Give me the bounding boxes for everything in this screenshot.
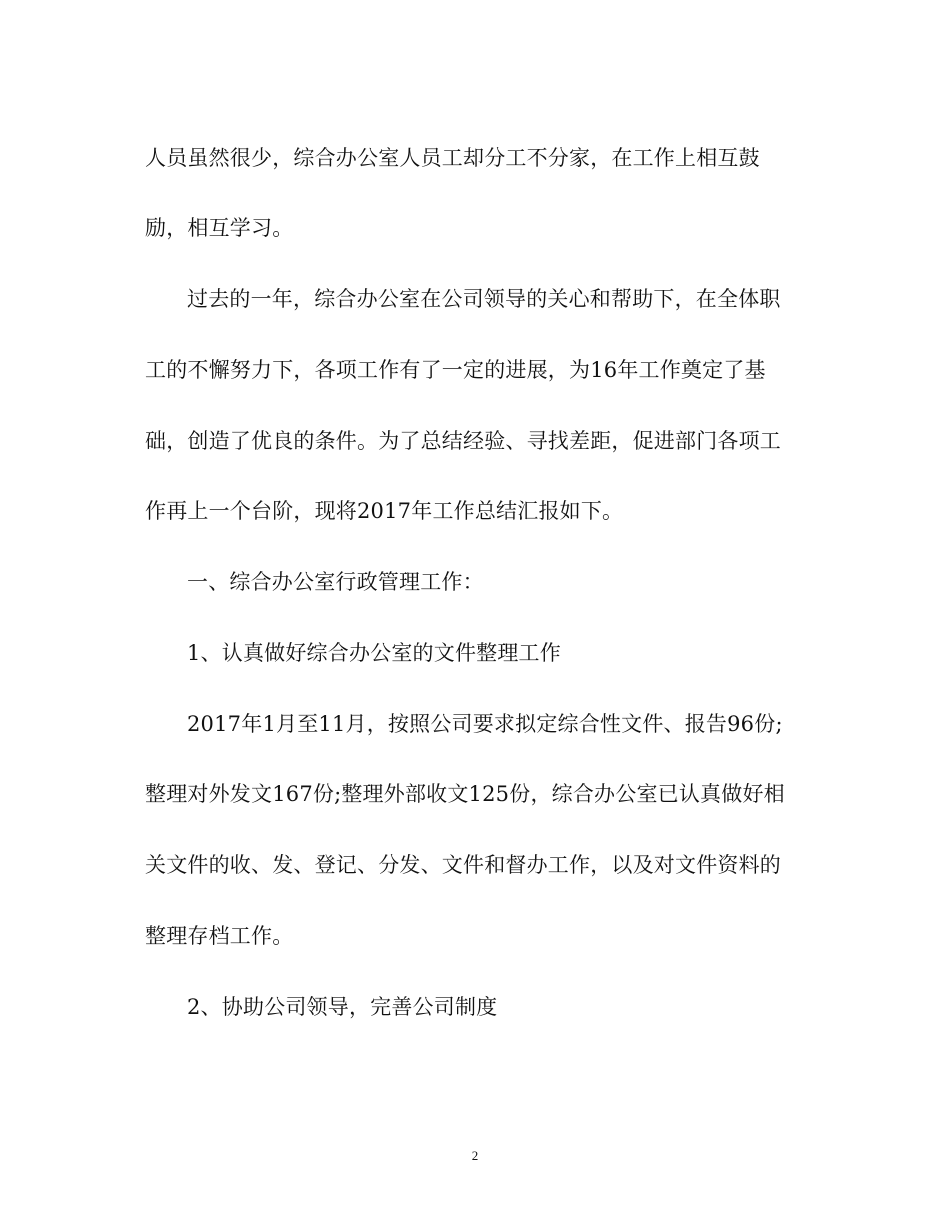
text-line: 整理存档工作。 xyxy=(145,924,294,948)
text-line: 工的不懈努力下，各项工作有了一定的进展，为16年工作奠定了基 xyxy=(145,358,766,382)
text-line: 人员虽然很少，综合办公室人员工却分工不分家，在工作上相互鼓 xyxy=(145,146,760,170)
subsection-heading: 1、认真做好综合办公室的文件整理工作 xyxy=(187,641,561,665)
text-line: 作再上一个台阶，现将2017年工作总结汇报如下。 xyxy=(145,499,624,523)
subsection-heading: 2、协助公司领导，完善公司制度 xyxy=(187,995,498,1019)
page-number: 2 xyxy=(471,1148,479,1163)
text-line: 整理对外发文167份;整理外部收文125份，综合办公室已认真做好相 xyxy=(145,782,785,806)
section-heading: 一、综合办公室行政管理工作： xyxy=(187,570,484,594)
text-line: 关文件的收、发、登记、分发、文件和督办工作，以及对文件资料的 xyxy=(145,853,781,877)
text-line: 励，相互学习。 xyxy=(145,216,294,240)
paragraph-first-line: 过去的一年，综合办公室在公司领导的关心和帮助下，在全体职 xyxy=(187,287,781,311)
paragraph-first-line: 2017年1月至11月，按照公司要求拟定综合性文件、报告96份; xyxy=(187,712,783,736)
text-line: 础，创造了优良的条件。为了总结经验、寻找差距，促进部门各项工 xyxy=(145,429,781,453)
